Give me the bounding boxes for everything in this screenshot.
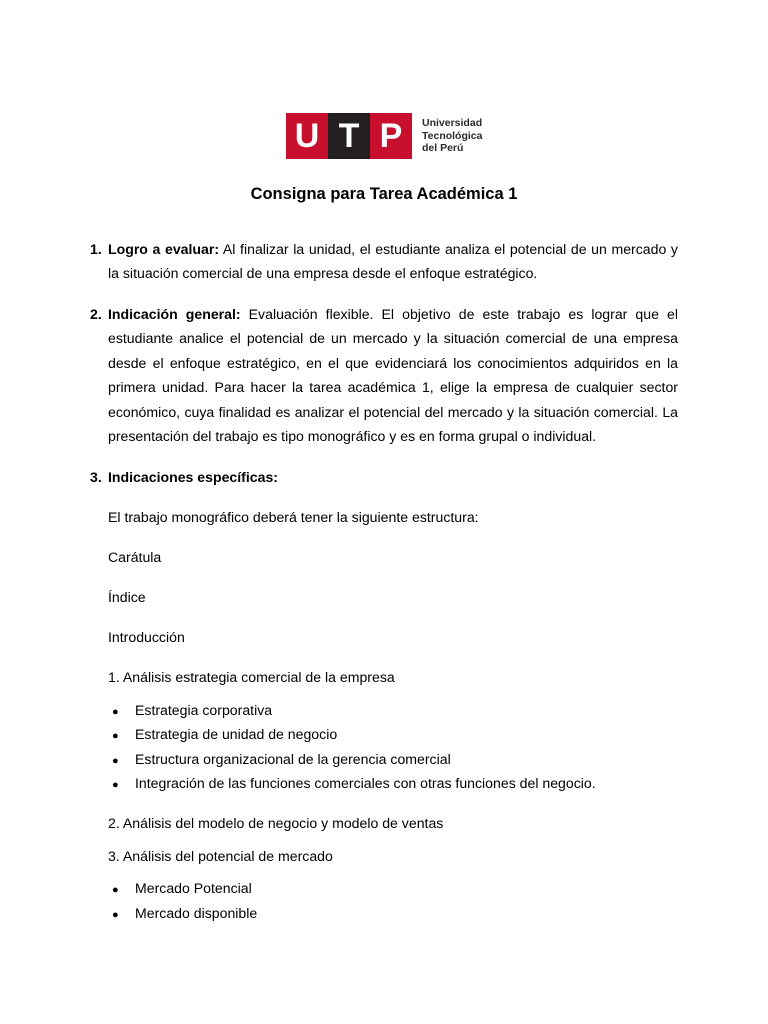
section-heading: Indicación general: — [108, 306, 241, 322]
section-indicacion-general — [90, 302, 678, 448]
list-item — [112, 700, 272, 722]
utp-logo — [286, 113, 482, 159]
list-item — [112, 724, 337, 746]
section-body — [108, 302, 678, 448]
list-item-text: Estructura organizacional de la gerencia comercial — [135, 751, 451, 767]
structure-item-introduccion: Introducción — [108, 629, 185, 645]
section-number: 1. — [90, 241, 102, 257]
list-item-text: Estrategia corporativa — [135, 702, 273, 718]
list-item-text: Mercado disponible — [135, 905, 258, 921]
structure-part-3: 3. Análisis del potencial de mercado — [108, 848, 333, 864]
logo-text — [422, 113, 482, 159]
document-title: Consigna para Tarea Académica 1 — [250, 185, 518, 203]
bullet-icon: ● — [112, 779, 119, 791]
section-indicaciones-especificas — [90, 465, 678, 489]
list-item — [112, 903, 257, 925]
logo-line-2: Tecnológica — [422, 129, 483, 142]
bullet-icon: ● — [112, 755, 119, 767]
list-item-text: Mercado Potencial — [135, 880, 252, 896]
structure-part-2: 2. Análisis del modelo de negocio y modelo de ventas — [108, 815, 444, 831]
logo-line-3: del Perú — [422, 142, 464, 154]
bullet-icon: ● — [112, 909, 119, 921]
logo-line-1: Universidad — [422, 117, 483, 129]
logo-letter-t: T — [328, 113, 370, 159]
structure-part-1: 1. Análisis estrategia comercial de la empresa — [108, 669, 395, 685]
structure-item-indice: Índice — [108, 589, 146, 605]
list-item-text: Estrategia de unidad de negocio — [135, 726, 338, 742]
bullet-icon: ● — [112, 706, 119, 718]
list-item — [112, 878, 252, 900]
section-logro — [90, 237, 678, 286]
list-item — [112, 749, 451, 771]
bullet-icon: ● — [112, 884, 119, 896]
bullet-icon: ● — [112, 730, 119, 742]
logo-letter-p: P — [370, 113, 412, 159]
section-body — [108, 465, 678, 489]
logo-letter-u: U — [286, 113, 328, 159]
structure-intro: El trabajo monográfico deberá tener la siguiente estructura: — [108, 509, 479, 525]
section-text: Al finalizar la unidad, el estudiante analiza el potencial de un mercado y la situación comercial de una empresa desde el enfoque estratégico. — [108, 241, 678, 282]
list-item-text: Integración de las funciones comerciales con otras funciones del negocio. — [135, 775, 596, 791]
section-text: Evaluación flexible. El objetivo de este trabajo es lograr que el estudiante analice el potencial de un mercado y la situación comercial de una empresa desde el enfoque estratégico, en el que evidenciará los conocimientos adquiridos en la primera unidad. Para hacer la tarea académica 1, elige la empresa de cualquier sector económico, cuya finalidad es analizar el potencial del mercado y la situación comercial. La presentación del trabajo es tipo monográfico y es en forma grupal o individual. — [108, 306, 678, 445]
section-number: 2. — [90, 306, 102, 322]
list-item — [112, 773, 596, 795]
section-heading: Indicaciones específicas: — [108, 469, 278, 485]
section-number: 3. — [90, 469, 102, 485]
section-body — [108, 237, 678, 286]
structure-item-caratula: Carátula — [108, 549, 162, 565]
section-heading: Logro a evaluar: — [108, 241, 220, 257]
